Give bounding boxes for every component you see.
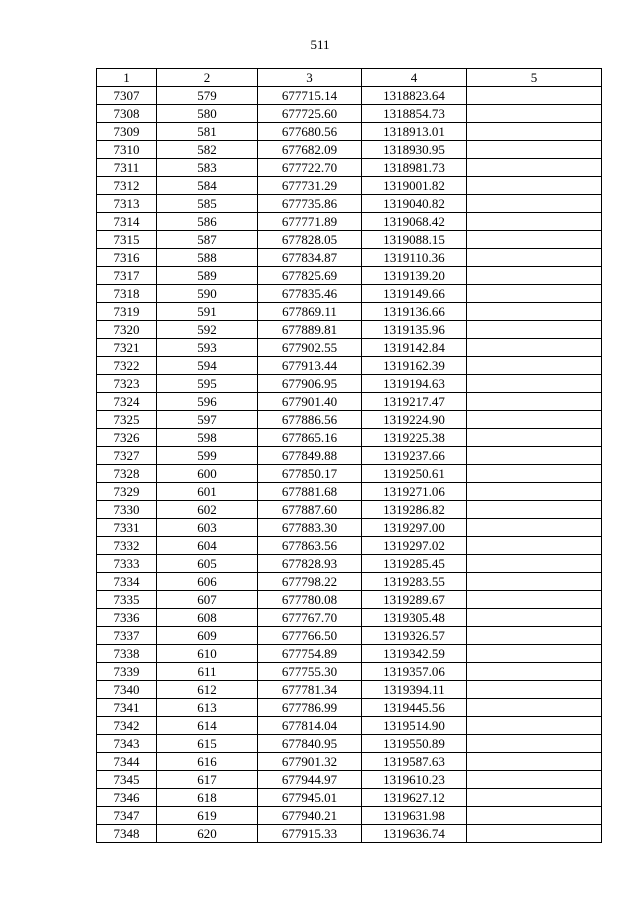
table-row <box>97 465 602 483</box>
table-cell <box>467 249 602 267</box>
table-cell: 677850.17 <box>258 465 362 483</box>
table-cell: 588 <box>157 249 258 267</box>
table-row <box>97 825 602 843</box>
table-cell: 1319357.06 <box>362 663 467 681</box>
table-cell: 7346 <box>97 789 157 807</box>
table-cell: 677835.46 <box>258 285 362 303</box>
table-cell <box>467 123 602 141</box>
table-cell <box>467 501 602 519</box>
table-cell <box>467 177 602 195</box>
table-cell: 602 <box>157 501 258 519</box>
table-row <box>97 177 602 195</box>
table-row <box>97 609 602 627</box>
table-cell: 677722.70 <box>258 159 362 177</box>
table-cell: 677780.08 <box>258 591 362 609</box>
table-cell: 677906.95 <box>258 375 362 393</box>
table-cell: 7339 <box>97 663 157 681</box>
table-cell: 1319149.66 <box>362 285 467 303</box>
table-cell: 7327 <box>97 447 157 465</box>
table-cell: 605 <box>157 555 258 573</box>
table-row <box>97 447 602 465</box>
table-cell: 594 <box>157 357 258 375</box>
table-cell: 7315 <box>97 231 157 249</box>
table-cell: 1318930.95 <box>362 141 467 159</box>
table-cell <box>467 321 602 339</box>
table-cell <box>467 411 602 429</box>
table-cell: 1319326.57 <box>362 627 467 645</box>
table-cell: 1319636.74 <box>362 825 467 843</box>
table-cell: 1319271.06 <box>362 483 467 501</box>
table-cell: 677869.11 <box>258 303 362 321</box>
table-cell: 7348 <box>97 825 157 843</box>
column-header: 2 <box>157 69 258 87</box>
table-cell: 7322 <box>97 357 157 375</box>
table-cell: 677828.05 <box>258 231 362 249</box>
table-cell: 7309 <box>97 123 157 141</box>
table-cell: 595 <box>157 375 258 393</box>
table-cell: 598 <box>157 429 258 447</box>
table-cell: 618 <box>157 789 258 807</box>
table-cell: 1319001.82 <box>362 177 467 195</box>
table-cell <box>467 609 602 627</box>
table-cell <box>467 285 602 303</box>
table-cell: 677863.56 <box>258 537 362 555</box>
table-cell: 677766.50 <box>258 627 362 645</box>
table-row <box>97 429 602 447</box>
table-cell: 677944.97 <box>258 771 362 789</box>
table-cell: 600 <box>157 465 258 483</box>
table-cell <box>467 735 602 753</box>
table-cell: 7318 <box>97 285 157 303</box>
table-cell: 677755.30 <box>258 663 362 681</box>
table-cell <box>467 429 602 447</box>
table-cell: 677945.01 <box>258 789 362 807</box>
table-row <box>97 195 602 213</box>
table-row <box>97 303 602 321</box>
table-cell: 1319394.11 <box>362 681 467 699</box>
table-cell: 585 <box>157 195 258 213</box>
table-cell: 580 <box>157 105 258 123</box>
table-cell: 586 <box>157 213 258 231</box>
table-row <box>97 285 602 303</box>
table-row <box>97 537 602 555</box>
table-cell: 596 <box>157 393 258 411</box>
table-cell: 1319285.45 <box>362 555 467 573</box>
table-cell: 677725.60 <box>258 105 362 123</box>
table-cell: 1319162.39 <box>362 357 467 375</box>
table-cell: 677901.32 <box>258 753 362 771</box>
table-cell: 7337 <box>97 627 157 645</box>
table-cell: 677781.34 <box>258 681 362 699</box>
table-cell: 581 <box>157 123 258 141</box>
table-cell <box>467 447 602 465</box>
table-cell <box>467 465 602 483</box>
table-cell: 608 <box>157 609 258 627</box>
table-cell: 7344 <box>97 753 157 771</box>
table-row <box>97 213 602 231</box>
table-row <box>97 87 602 105</box>
table-cell: 677881.68 <box>258 483 362 501</box>
table-cell: 611 <box>157 663 258 681</box>
table-cell: 677680.56 <box>258 123 362 141</box>
table-cell: 7347 <box>97 807 157 825</box>
table-cell: 589 <box>157 267 258 285</box>
table-cell: 1319217.47 <box>362 393 467 411</box>
table-cell: 7320 <box>97 321 157 339</box>
table-row <box>97 663 602 681</box>
table-cell: 620 <box>157 825 258 843</box>
table-cell <box>467 141 602 159</box>
table-body <box>97 87 602 843</box>
table-cell: 677798.22 <box>258 573 362 591</box>
table-cell: 1318823.64 <box>362 87 467 105</box>
table-cell: 7340 <box>97 681 157 699</box>
table-cell: 1319305.48 <box>362 609 467 627</box>
table-cell: 1318913.01 <box>362 123 467 141</box>
table-row <box>97 717 602 735</box>
table-cell: 677814.04 <box>258 717 362 735</box>
table-row <box>97 735 602 753</box>
table-row <box>97 645 602 663</box>
table-cell: 1319225.38 <box>362 429 467 447</box>
table-cell: 677828.93 <box>258 555 362 573</box>
table-cell <box>467 753 602 771</box>
table-cell: 7314 <box>97 213 157 231</box>
table-cell: 677825.69 <box>258 267 362 285</box>
table-cell: 7324 <box>97 393 157 411</box>
table-cell: 1319224.90 <box>362 411 467 429</box>
table-cell: 1319139.20 <box>362 267 467 285</box>
table-cell: 617 <box>157 771 258 789</box>
table-cell: 7338 <box>97 645 157 663</box>
table-cell <box>467 807 602 825</box>
table-cell: 1319445.56 <box>362 699 467 717</box>
table-cell: 1319135.96 <box>362 321 467 339</box>
table-row <box>97 375 602 393</box>
table-row <box>97 141 602 159</box>
table-cell: 612 <box>157 681 258 699</box>
table-cell: 584 <box>157 177 258 195</box>
table-cell: 1318981.73 <box>362 159 467 177</box>
table-header-row <box>97 69 602 87</box>
table-cell: 7336 <box>97 609 157 627</box>
table-row <box>97 249 602 267</box>
table-cell <box>467 645 602 663</box>
table-cell <box>467 213 602 231</box>
table-cell: 7343 <box>97 735 157 753</box>
table-row <box>97 591 602 609</box>
table-cell <box>467 771 602 789</box>
table-row <box>97 573 602 591</box>
table-cell <box>467 663 602 681</box>
table-cell: 7323 <box>97 375 157 393</box>
table-cell <box>467 159 602 177</box>
table-row <box>97 393 602 411</box>
table-cell: 7335 <box>97 591 157 609</box>
table-row <box>97 627 602 645</box>
table-cell: 7341 <box>97 699 157 717</box>
table-cell: 1319283.55 <box>362 573 467 591</box>
table-cell: 677731.29 <box>258 177 362 195</box>
table-cell: 677865.16 <box>258 429 362 447</box>
table-cell: 599 <box>157 447 258 465</box>
table-row <box>97 123 602 141</box>
coordinates-table <box>96 68 602 843</box>
table-cell: 7311 <box>97 159 157 177</box>
table-cell: 677771.89 <box>258 213 362 231</box>
table-cell: 677682.09 <box>258 141 362 159</box>
table-cell: 7316 <box>97 249 157 267</box>
table-cell: 583 <box>157 159 258 177</box>
table-cell: 1319237.66 <box>362 447 467 465</box>
table-cell: 677715.14 <box>258 87 362 105</box>
table-cell: 616 <box>157 753 258 771</box>
table-cell: 582 <box>157 141 258 159</box>
table-cell: 613 <box>157 699 258 717</box>
table-cell: 1318854.73 <box>362 105 467 123</box>
table-cell: 7310 <box>97 141 157 159</box>
column-header: 5 <box>467 69 602 87</box>
table-row <box>97 501 602 519</box>
table-cell: 604 <box>157 537 258 555</box>
table-cell: 7333 <box>97 555 157 573</box>
table-cell <box>467 789 602 807</box>
table-cell: 7334 <box>97 573 157 591</box>
table-cell: 1319550.89 <box>362 735 467 753</box>
table-cell <box>467 195 602 213</box>
table-cell <box>467 519 602 537</box>
table-cell <box>467 825 602 843</box>
table-cell: 1319068.42 <box>362 213 467 231</box>
table-cell <box>467 105 602 123</box>
table-cell: 603 <box>157 519 258 537</box>
table-cell: 677902.55 <box>258 339 362 357</box>
table-cell: 7345 <box>97 771 157 789</box>
table-cell: 7330 <box>97 501 157 519</box>
table-cell: 677940.21 <box>258 807 362 825</box>
table-cell: 1319297.00 <box>362 519 467 537</box>
table-cell <box>467 339 602 357</box>
table-cell: 1319088.15 <box>362 231 467 249</box>
table-cell: 7307 <box>97 87 157 105</box>
table-cell <box>467 681 602 699</box>
table-cell: 1319631.98 <box>362 807 467 825</box>
table-cell <box>467 699 602 717</box>
table-cell: 1319610.23 <box>362 771 467 789</box>
table-cell: 593 <box>157 339 258 357</box>
table-cell: 591 <box>157 303 258 321</box>
table-cell: 7321 <box>97 339 157 357</box>
table-cell: 1319297.02 <box>362 537 467 555</box>
table-cell: 7325 <box>97 411 157 429</box>
table-cell: 1319194.63 <box>362 375 467 393</box>
page-number: 511 <box>310 37 330 52</box>
table-cell <box>467 357 602 375</box>
table-row <box>97 753 602 771</box>
table-cell: 579 <box>157 87 258 105</box>
table-cell: 7312 <box>97 177 157 195</box>
table-cell: 1319286.82 <box>362 501 467 519</box>
table-cell: 7313 <box>97 195 157 213</box>
column-header: 1 <box>97 69 157 87</box>
table-row <box>97 231 602 249</box>
table-row <box>97 789 602 807</box>
table-cell: 677901.40 <box>258 393 362 411</box>
table-cell <box>467 375 602 393</box>
table-cell <box>467 303 602 321</box>
table-row <box>97 105 602 123</box>
table-cell <box>467 537 602 555</box>
table-cell: 587 <box>157 231 258 249</box>
table-cell: 1319110.36 <box>362 249 467 267</box>
table-cell: 677886.56 <box>258 411 362 429</box>
table-row <box>97 267 602 285</box>
table-row <box>97 807 602 825</box>
table-cell <box>467 573 602 591</box>
table-cell: 1319514.90 <box>362 717 467 735</box>
table-row <box>97 483 602 501</box>
table-row <box>97 357 602 375</box>
table-cell: 609 <box>157 627 258 645</box>
table-cell: 1319136.66 <box>362 303 467 321</box>
table-cell <box>467 627 602 645</box>
table-cell: 7317 <box>97 267 157 285</box>
table-cell: 7332 <box>97 537 157 555</box>
table-cell: 677767.70 <box>258 609 362 627</box>
table-cell: 1319250.61 <box>362 465 467 483</box>
column-header: 4 <box>362 69 467 87</box>
table-cell: 1319289.67 <box>362 591 467 609</box>
table-row <box>97 159 602 177</box>
table-cell: 7326 <box>97 429 157 447</box>
table-cell: 1319342.59 <box>362 645 467 663</box>
table-row <box>97 411 602 429</box>
table-cell: 1319142.84 <box>362 339 467 357</box>
table-cell: 677915.33 <box>258 825 362 843</box>
table-cell: 7328 <box>97 465 157 483</box>
table-cell: 597 <box>157 411 258 429</box>
table-cell <box>467 591 602 609</box>
table-row <box>97 339 602 357</box>
table-row <box>97 555 602 573</box>
table-cell: 615 <box>157 735 258 753</box>
table-cell: 610 <box>157 645 258 663</box>
table-cell: 677883.30 <box>258 519 362 537</box>
table-cell <box>467 231 602 249</box>
table-cell: 619 <box>157 807 258 825</box>
table-row <box>97 771 602 789</box>
table-cell: 590 <box>157 285 258 303</box>
table-cell: 1319627.12 <box>362 789 467 807</box>
table-row <box>97 519 602 537</box>
table-row <box>97 681 602 699</box>
table-cell: 677849.88 <box>258 447 362 465</box>
table-cell: 7329 <box>97 483 157 501</box>
column-header: 3 <box>258 69 362 87</box>
table-cell: 7331 <box>97 519 157 537</box>
table-cell: 677735.86 <box>258 195 362 213</box>
table-cell: 677754.89 <box>258 645 362 663</box>
table-cell <box>467 393 602 411</box>
table-cell: 677889.81 <box>258 321 362 339</box>
table-cell: 601 <box>157 483 258 501</box>
table-cell: 606 <box>157 573 258 591</box>
table-cell: 677913.44 <box>258 357 362 375</box>
table-cell: 677840.95 <box>258 735 362 753</box>
table-cell <box>467 717 602 735</box>
table-cell: 677834.87 <box>258 249 362 267</box>
table-cell <box>467 267 602 285</box>
table-cell: 677887.60 <box>258 501 362 519</box>
table-cell: 677786.99 <box>258 699 362 717</box>
table-cell: 7308 <box>97 105 157 123</box>
table-row <box>97 321 602 339</box>
table-cell: 7342 <box>97 717 157 735</box>
table-cell: 592 <box>157 321 258 339</box>
table-cell: 1319040.82 <box>362 195 467 213</box>
table-cell <box>467 483 602 501</box>
table-cell: 607 <box>157 591 258 609</box>
table-cell: 614 <box>157 717 258 735</box>
table-row <box>97 699 602 717</box>
table-cell <box>467 87 602 105</box>
table-cell <box>467 555 602 573</box>
table-cell: 7319 <box>97 303 157 321</box>
table-cell: 1319587.63 <box>362 753 467 771</box>
